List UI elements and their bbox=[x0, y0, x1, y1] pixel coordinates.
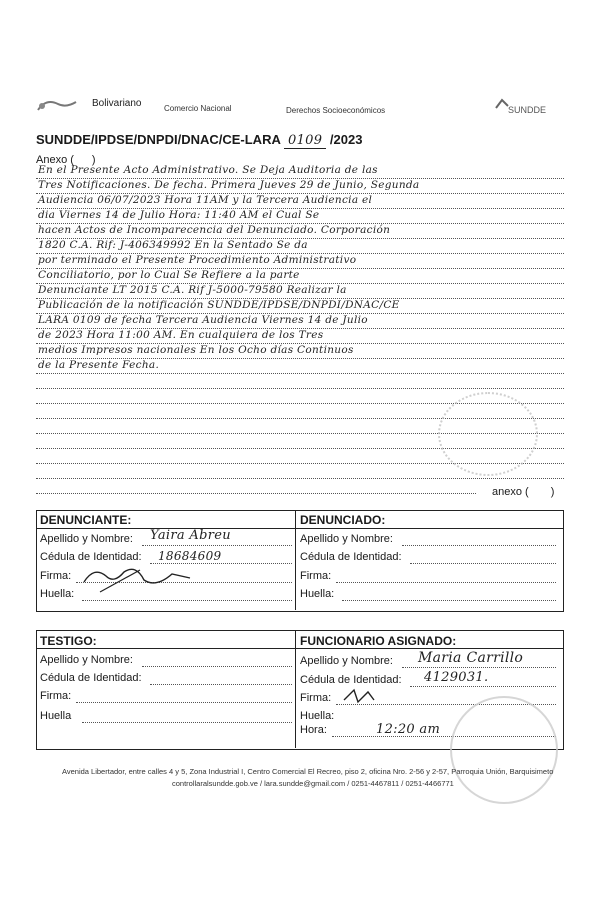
anexo-label: Anexo ( ) bbox=[36, 154, 96, 166]
footer-address: Avenida Libertador, entre calles 4 y 5, Zona Industrial I, Centro Comercial El Recreo, piso 2, oficina Nro. 2-56 y 2-57, Parroquia Unión, Barquisimeto bbox=[62, 767, 554, 776]
denunciado-id-label: Cédula de Identidad: bbox=[300, 551, 402, 563]
header-right-label: Derechos Socioeconómicos bbox=[286, 106, 386, 115]
header-left-label: Bolivariano bbox=[92, 98, 142, 109]
document-code-number: 0109 bbox=[284, 133, 326, 149]
denunciado-firma-label: Firma: bbox=[300, 570, 332, 582]
document-code bbox=[36, 132, 362, 148]
handwritten-line: por terminado el Presente Procedimiento Administrativo bbox=[38, 254, 357, 266]
handwritten-line: En el Presente Acto Administrativo. Se Deja Auditoria de las bbox=[38, 164, 378, 176]
handwritten-line: Audiencia 06/07/2023 Hora 11AM y la Tercera Audiencia el bbox=[38, 194, 373, 206]
stamp-mark-official bbox=[450, 696, 558, 804]
denunciante-title: DENUNCIANTE: bbox=[40, 513, 132, 527]
funcionario-huella-label: Huella: bbox=[300, 710, 335, 722]
denunciante-id-value: 18684609 bbox=[158, 549, 222, 563]
gov-emblem-icon bbox=[36, 96, 84, 114]
handwritten-line: de 2023 Hora 11:00 AM. En cualquiera de los Tres bbox=[38, 329, 324, 341]
handwritten-line: LARA 0109 de fecha Tercera Audiencia Viernes 14 de Julio bbox=[38, 314, 368, 326]
sundde-logo bbox=[494, 98, 556, 118]
stamp-mark bbox=[438, 392, 538, 476]
funcionario-title: FUNCIONARIO ASIGNADO: bbox=[300, 634, 457, 648]
funcionario-id-label: Cédula de Identidad: bbox=[300, 674, 402, 686]
denunciante-firma-label: Firma: bbox=[40, 570, 72, 582]
denunciante-name-value: Yaira Abreu bbox=[150, 528, 231, 543]
sundde-logo-text: SUNDDE bbox=[508, 105, 547, 115]
denunciante-id-label: Cédula de Identidad: bbox=[40, 551, 142, 563]
funcionario-signature bbox=[340, 686, 380, 706]
funcionario-hora-value: 12:20 am bbox=[376, 722, 441, 737]
denunciado-name-label: Apellido y Nombre: bbox=[300, 533, 393, 545]
testigo-firma-label: Firma: bbox=[40, 690, 72, 702]
handwritten-line: 1820 C.A. Rif: J-406349992 En la Sentado Se da bbox=[38, 239, 308, 251]
handwritten-line: dia Viernes 14 de Julio Hora: 11:40 AM el Cual Se bbox=[38, 209, 320, 221]
funcionario-hora-label: Hora: bbox=[300, 724, 327, 736]
handwritten-line: Denunciante LT 2015 C.A. Rif J-5000-79580 Realizar la bbox=[38, 284, 347, 296]
testigo-id-label: Cédula de Identidad: bbox=[40, 672, 142, 684]
funcionario-name-value: Maria Carrillo bbox=[418, 650, 524, 666]
testigo-title: TESTIGO: bbox=[40, 634, 97, 648]
denunciante-name-label: Apellido y Nombre: bbox=[40, 533, 133, 545]
denunciado-huella-label: Huella: bbox=[300, 588, 335, 600]
footer-contact: controllaralsundde.gob.ve / lara.sundde@gmail.com / 0251-4467811 / 0251-4466771 bbox=[172, 779, 454, 788]
testigo-name-label: Apellido y Nombre: bbox=[40, 654, 133, 666]
funcionario-id-value: 4129031. bbox=[424, 670, 489, 685]
document-code-prefix: SUNDDE/IPDSE/DNPDI/DNAC/CE-LARA bbox=[36, 132, 281, 147]
handwritten-line: Publicación de la notificación SUNDDE/IPDSE/DNPDI/DNAC/CE bbox=[38, 299, 400, 311]
denunciante-huella-label: Huella: bbox=[40, 588, 75, 600]
denunciante-signature bbox=[80, 562, 200, 598]
denunciado-title: DENUNCIADO: bbox=[300, 513, 386, 527]
handwritten-line: Conciliatorio, por lo Cual Se Refiere a la parte bbox=[38, 269, 300, 281]
handwritten-line: hacen Actos de Incomparecencia del Denunciado. Corporación bbox=[38, 224, 391, 236]
document-code-year: /2023 bbox=[329, 132, 363, 147]
funcionario-name-label: Apellido y Nombre: bbox=[300, 655, 393, 667]
anexo-footer: anexo ( ) bbox=[492, 486, 555, 498]
header-logo-left bbox=[36, 96, 84, 114]
header-center-label: Comercio Nacional bbox=[164, 104, 232, 113]
testigo-huella-label: Huella bbox=[40, 710, 72, 722]
handwritten-line: Tres Notificaciones. De fecha. Primera Jueves 29 de Junio, Segunda bbox=[38, 179, 420, 191]
handwritten-line: de la Presente Fecha. bbox=[38, 359, 160, 371]
handwritten-line: medios Impresos nacionales En los Ocho días Continuos bbox=[38, 344, 354, 356]
funcionario-firma-label: Firma: bbox=[300, 692, 332, 704]
